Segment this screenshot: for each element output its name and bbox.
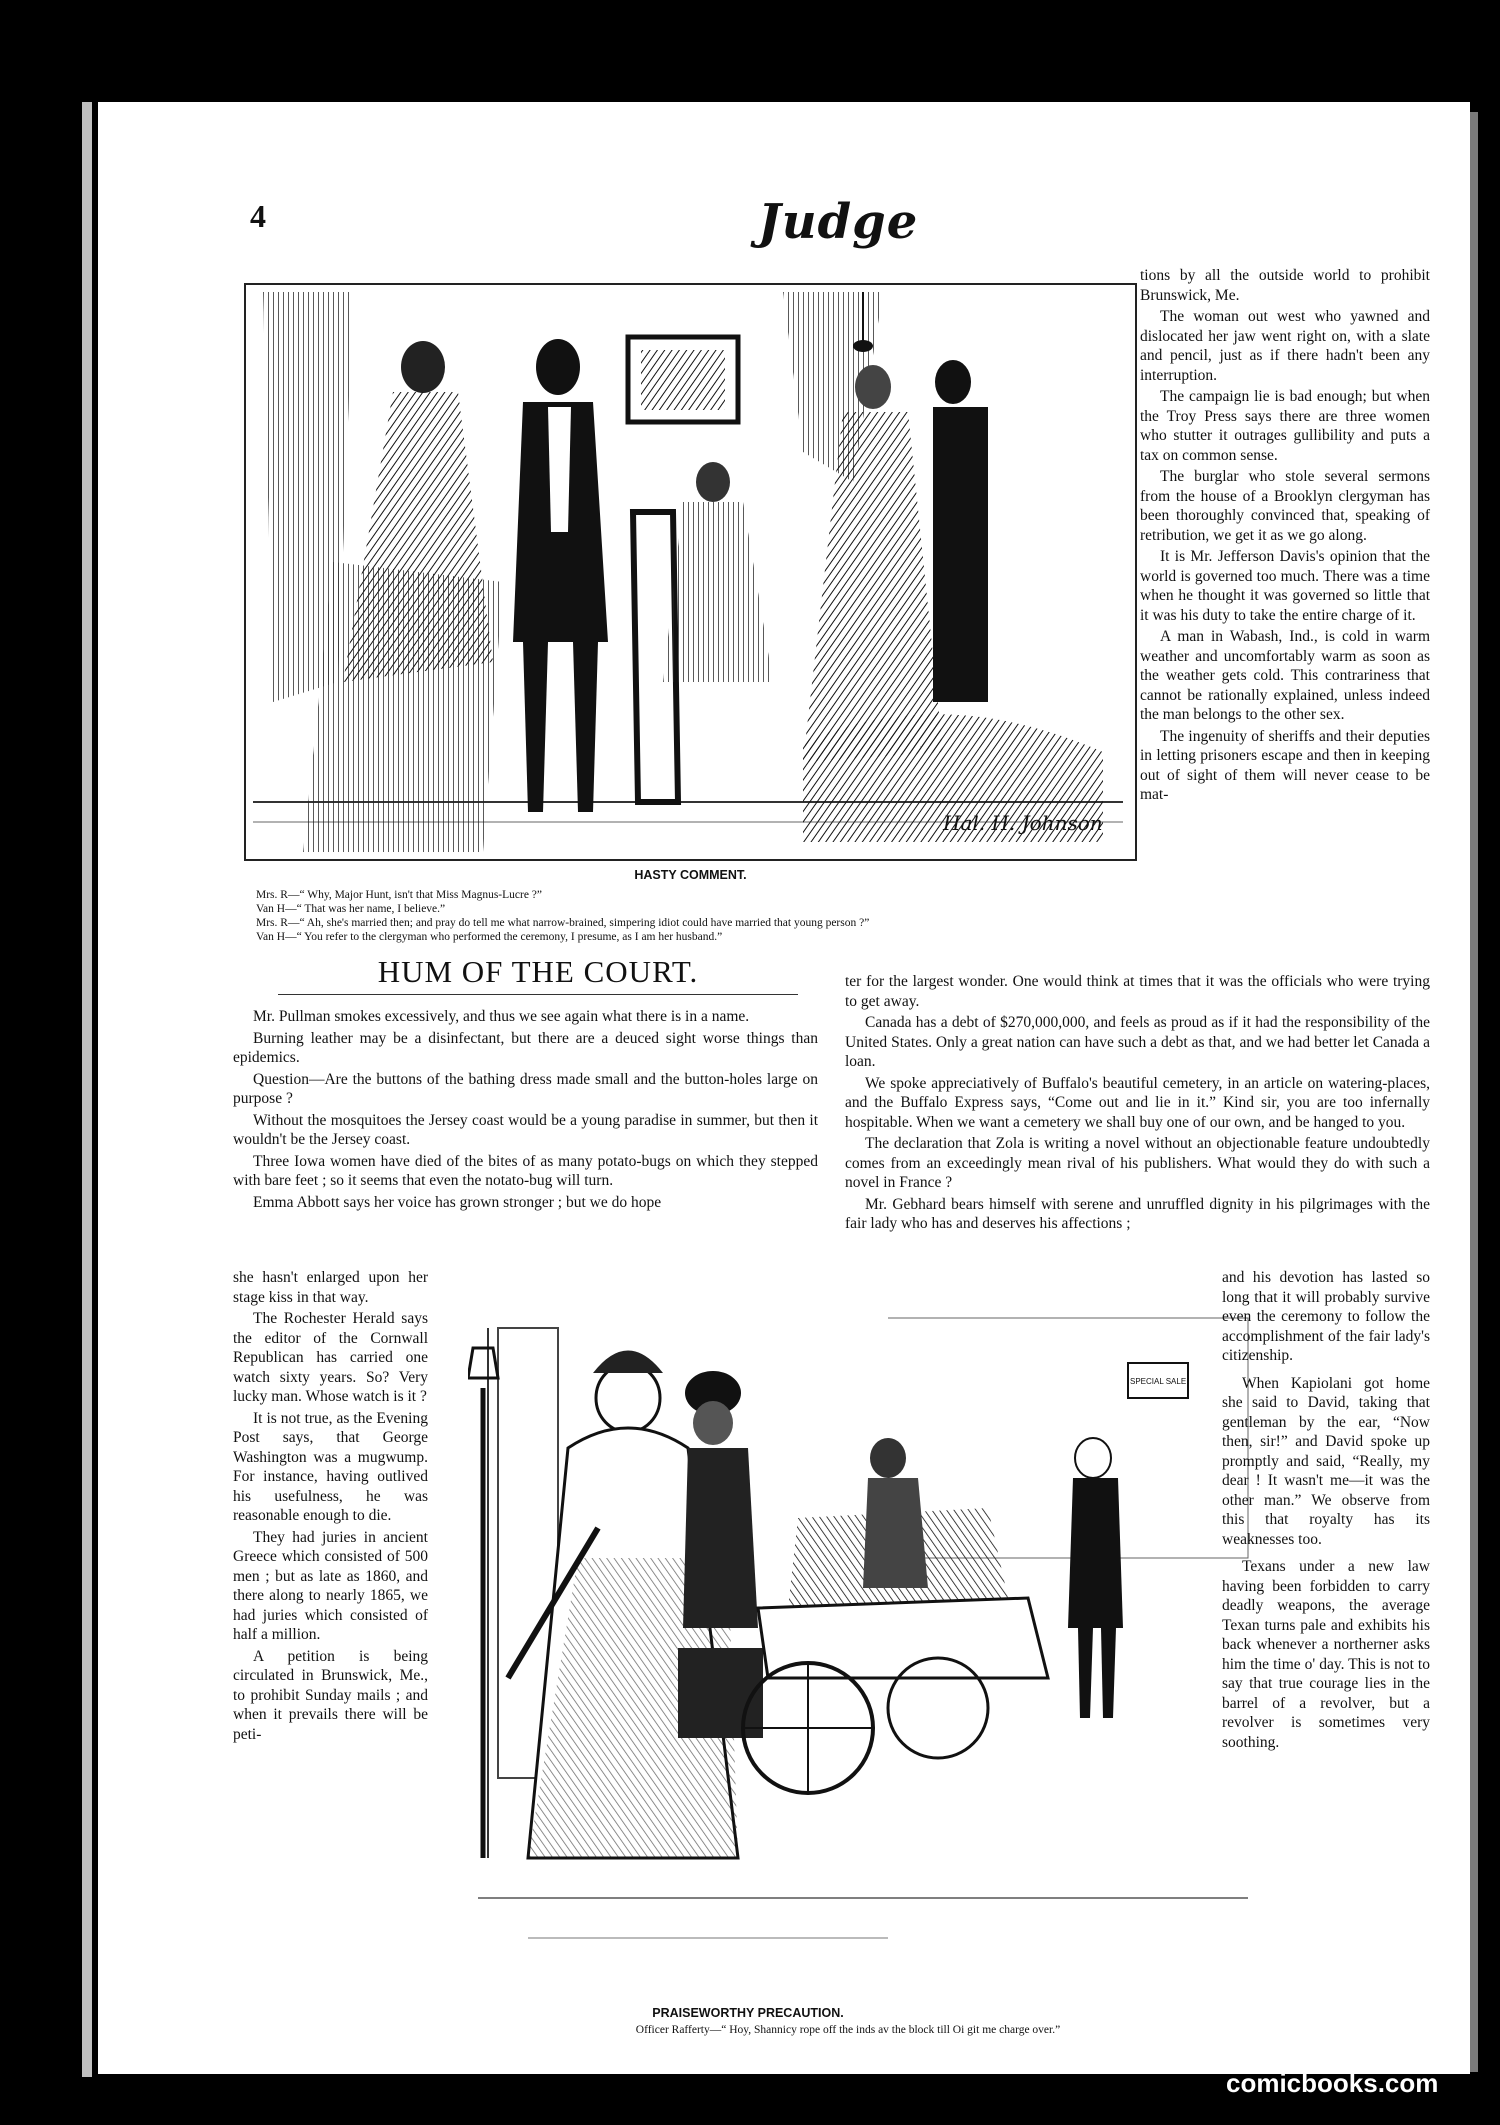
paragraph: A man in Wabash, Ind., is cold in warm weather and uncomfortably warm as soon as the weather gets cold. This contrariness that cannot be rationally explained, unless indeed the man belongs to the other sex. — [1140, 628, 1430, 723]
paragraph: The woman out west who yawned and dislocated her jaw went right on, with a slate and pencil, just as if there hadn't been any interruption. — [1140, 308, 1430, 384]
column-left-bottom — [233, 1268, 428, 1746]
column-right-middle — [845, 972, 1430, 1236]
paragraph: Without the mosquitoes the Jersey coast would be a young paradise in summer, but then it wouldn't be the Jersey coast. — [233, 1111, 818, 1148]
dialogue-line: Mrs. R—“ Why, Major Hunt, isn't that Miss Magnus-Lucre ?” — [256, 889, 543, 901]
binding-edge — [82, 102, 92, 2077]
page-number: 4 — [250, 198, 266, 234]
dialogue-line: Van H—“ You refer to the clergyman who performed the ceremony, I presume, as I am her husband.” — [256, 931, 723, 943]
article-headline: HUM OF THE COURT. — [377, 954, 699, 989]
column-right-top — [1140, 266, 1430, 807]
paragraph: Three Iowa women have died of the bites of as many potato-bugs on which they stepped with bare feet ; so it seems that even the notato-bug will turn. — [233, 1152, 818, 1189]
paragraph: The ingenuity of sheriffs and their deputies in letting prisoners escape and then in keeping out of sight of them will never cease to be mat- — [1140, 727, 1430, 803]
headline-rule — [278, 994, 798, 995]
paragraph: A petition is being circulated in Brunswick, Me., to prohibit Sunday mails ; and when it prevails there will be peti- — [233, 1647, 428, 1743]
paragraph: Question—Are the buttons of the bathing dress made small and the button-holes large on purpose ? — [233, 1070, 818, 1107]
paragraph: When Kapiolani got home she said to David, taking that gentleman by the ear, “Now then, sir!” and David spoke up promptly and said, “Really, my dear ! It wasn't me—it was the other man.” We observe from this that royalty has its weaknesses too. — [1222, 1374, 1430, 1548]
dialogue-line: Van H—“ That was her name, I believe.” — [256, 903, 446, 915]
column-right-bottom — [1222, 1268, 1430, 1754]
paragraph: ter for the largest wonder. One would think at times that it was the officials who were trying to get away. — [845, 973, 1430, 1010]
paragraph: It is Mr. Jefferson Davis's opinion that the world is governed too much. There was a time when he thought it was governed so little that it was his duty to take the entire charge of it. — [1140, 548, 1430, 624]
column-left-middle — [233, 1007, 818, 1214]
paragraph: It is not true, as the Evening Post says, that George Washington was a mugwump. For instance, having outlived his usefulness, he was reasonable enough to die. — [233, 1409, 428, 1524]
paragraph: The campaign lie is bad enough; but when the Troy Press says there are three women who stutter it outrages gullibility and puts a tax on common sense. — [1140, 388, 1430, 464]
paragraph: Mr. Gebhard bears himself with serene and unruffled dignity in his pilgrimages with the fair lady who has and deserves his affections ; — [845, 1195, 1430, 1232]
paragraph: We spoke appreciatively of Buffalo's beautiful cemetery, in an article on watering-places, and the Buffalo Express says, “Come out and lie in it.” Kind sir, you are too infernally hospitable. When we want a cemetery we shall buy one of our own, and be hanged to you. — [845, 1074, 1430, 1131]
site-watermark: comicbooks.com — [1226, 2068, 1439, 2098]
dialogue-line: Mrs. R—“ Ah, she's married then; and pray do tell me what narrow-brained, simpering idiot could have married that young person ?” — [256, 917, 870, 929]
hasty-comment-illustration — [243, 282, 1138, 862]
street-scene-drawing — [468, 1298, 1268, 1998]
paragraph: tions by all the outside world to prohibit Brunswick, Me. — [1140, 267, 1430, 304]
paragraph: Mr. Pullman smokes excessively, and thus we see again what there is in a name. — [253, 1008, 750, 1025]
praiseworthy-precaution-caption: Officer Rafferty—“ Hoy, Shannicy rope off the inds av the block till Oi git me charge over.” — [635, 2024, 1061, 2036]
shop-sign-text: SPECIAL SALE — [1130, 1377, 1187, 1386]
hasty-comment-caption-title: HASTY COMMENT. — [634, 868, 747, 882]
artist-signature: Hal. H. Johnson — [943, 811, 1103, 835]
hasty-comment-dialogue — [256, 888, 1136, 944]
newspaper-page — [98, 102, 1470, 2074]
paragraph: Texans under a new law having been forbidden to carry deadly weapons, the average Texan turns pale and exhibits his back whenever a northerner asks him the time o' day. This is not to say that true courage lies in the barrel of a revolver, but a revolver is sometimes very soothing. — [1222, 1558, 1430, 1751]
paragraph: The declaration that Zola is writing a novel without an objectionable feature undoubtedly comes from an exceedingly mean rival of his publishers. What would they do with such a novel in France ? — [845, 1135, 1430, 1191]
praiseworthy-precaution-illustration — [468, 1298, 1268, 1998]
paragraph: The Rochester Herald says the editor of the Cornwall Republican has carried one watch sixty years. So? Very lucky man. Whose watch is it ? — [233, 1310, 428, 1405]
paragraph: and his devotion has lasted so long that it will probably survive even the ceremony to follow the accomplishment of the fair lady's citizenship. — [1222, 1269, 1430, 1364]
paragraph: The burglar who stole several sermons from the house of a Brooklyn clergyman has been thoroughly convinced that, speaking of retribution, we get it as we go along. — [1140, 468, 1430, 544]
paragraph: They had juries in ancient Greece which consisted of 500 men ; but as late as 1860, and there along to nearly 1865, we had juries which consisted of half a million. — [233, 1528, 428, 1643]
masthead-title: Judge — [758, 194, 919, 250]
paragraph: Emma Abbott says her voice has grown stronger ; but we do hope — [253, 1193, 662, 1211]
paragraph: Canada has a debt of $270,000,000, and feels as proud as if it had the responsibility of the United States. Only a great nation can have such a debt as that, and we had better let Canada a loan. — [845, 1014, 1430, 1070]
praiseworthy-precaution-caption-title: PRAISEWORTHY PRECAUTION. — [652, 2006, 844, 2020]
paragraph: Burning leather may be a disinfectant, but there are a deuced sight worse things than epidemics. — [233, 1029, 818, 1066]
paragraph: she hasn't enlarged upon her stage kiss in that way. — [233, 1269, 428, 1306]
ballroom-scene-drawing — [243, 282, 1138, 862]
